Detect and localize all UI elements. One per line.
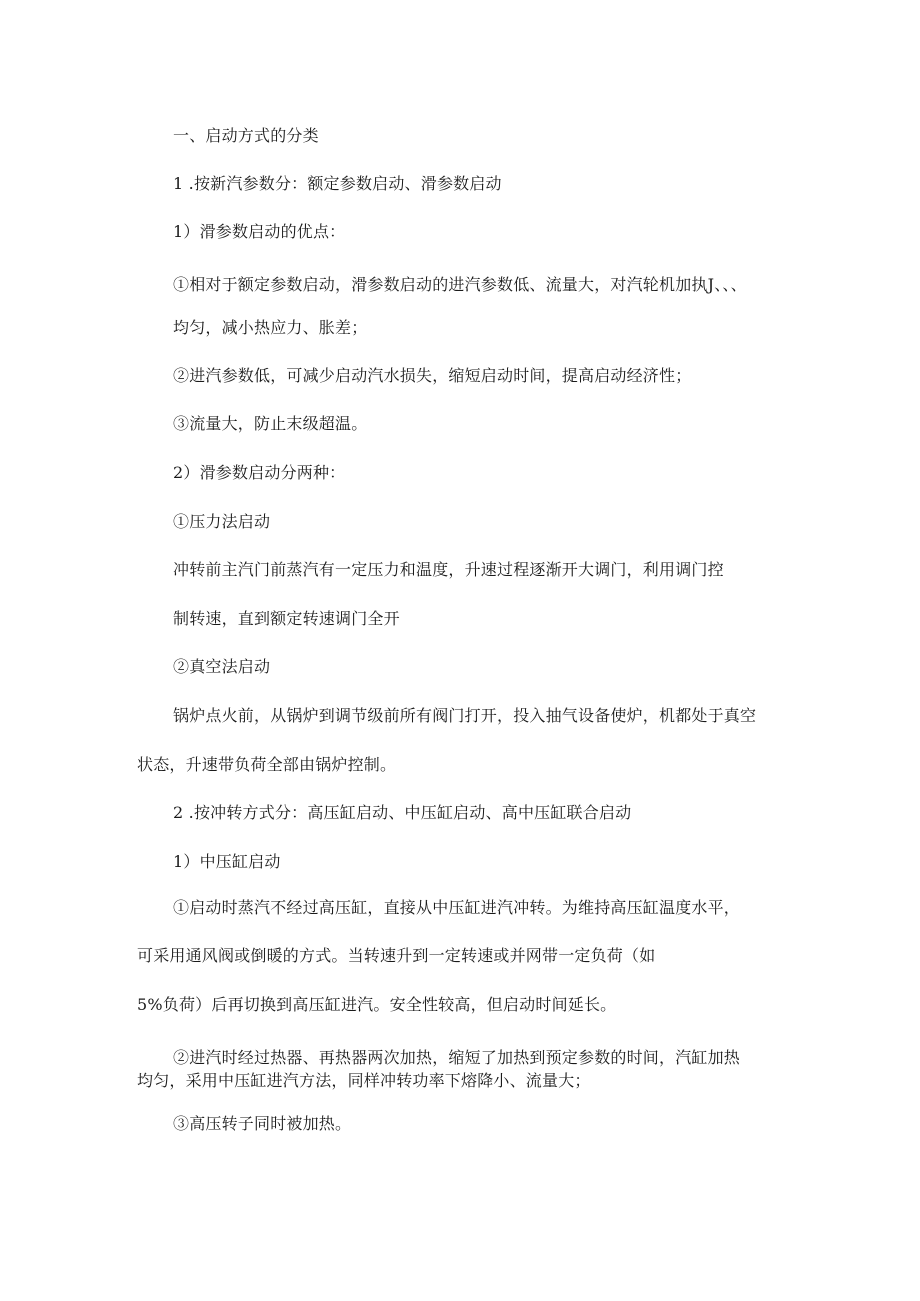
paragraph-line: ①启动时蒸汽不经过高压缸，直接从中压缸进汽冲转。为维持高压缸温度水平， <box>173 898 741 917</box>
paragraph-line: ③高压转子同时被加热。 <box>173 1114 352 1133</box>
subsection-2-title: 2）滑参数启动分两种： <box>173 463 346 482</box>
paragraph-line: ②进汽时经过热器、再热器两次加热，缩短了加热到预定参数的时间，汽缸加热 <box>173 1048 741 1067</box>
section-2-title: 2 .按冲转方式分：高压缸启动、中压缸启动、高中压缸联合启动 <box>173 803 632 822</box>
paragraph-line: 制转速，直到额定转速调门全开 <box>173 609 400 628</box>
list-item-title: ①压力法启动 <box>173 512 271 531</box>
paragraph-line: 可采用通风阀或倒暖的方式。当转速升到一定转速或并网带一定负荷（如 <box>137 946 656 965</box>
subsection-1-title: 1）中压缸启动 <box>173 852 281 871</box>
section-1-title: 1 .按新汽参数分：额定参数启动、滑参数启动 <box>173 174 502 193</box>
paragraph-line: 状态，升速带负荷全部由锅炉控制。 <box>137 755 397 774</box>
paragraph-line: 锅炉点火前，从锅炉到调节级前所有阀门打开，投入抽气设备使炉，机都处于真空 <box>173 706 757 725</box>
heading-classification: 一、启动方式的分类 <box>173 126 319 145</box>
subsection-1-title: 1）滑参数启动的优点： <box>173 222 346 241</box>
paragraph-line: 均匀，减小热应力、胀差； <box>173 318 368 337</box>
paragraph-line: 5%负荷）后再切换到高压缸进汽。安全性较高，但启动时间延长。 <box>137 995 617 1014</box>
paragraph-line: ②进汽参数低，可减少启动汽水损失，缩短启动时间，提高启动经济性； <box>173 366 692 385</box>
list-item-title: ②真空法启动 <box>173 657 271 676</box>
paragraph-line: 均匀，采用中压缸进汽方法，同样冲转功率下熔降小、流量大； <box>137 1071 591 1090</box>
paragraph-line: 冲转前主汽门前蒸汽有一定压力和温度，升速过程逐渐开大调门，利用调门控 <box>173 560 724 579</box>
paragraph-line: ①相对于额定参数启动，滑参数启动的进汽参数低、流量大，对汽轮机加执J、、、 <box>173 275 747 294</box>
paragraph-line: ③流量大，防止末级超温。 <box>173 414 368 433</box>
